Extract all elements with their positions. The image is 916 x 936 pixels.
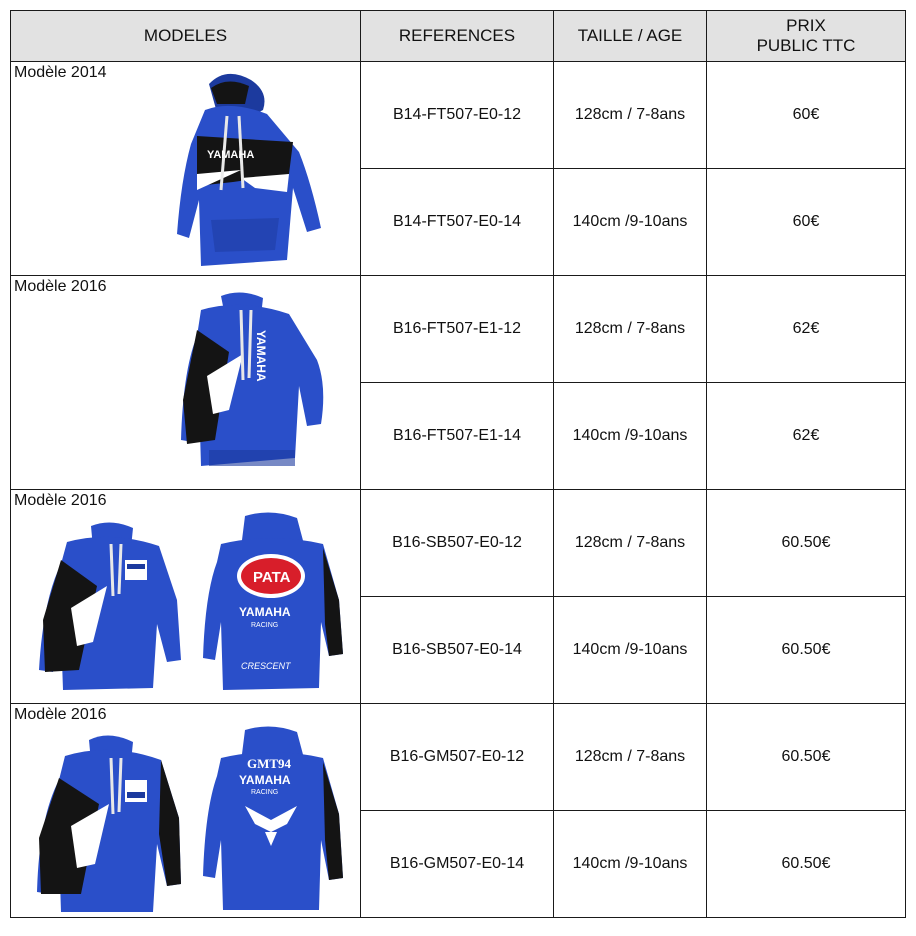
price-cell: 60.50€ <box>707 811 906 918</box>
header-taille-age: TAILLE / AGE <box>554 11 707 62</box>
reference-cell: B16-FT507-E1-12 <box>361 276 554 383</box>
reference-cell: B14-FT507-E0-14 <box>361 169 554 276</box>
size-cell: 128cm / 7-8ans <box>554 490 707 597</box>
size-cell: 140cm /9-10ans <box>554 597 707 704</box>
racing-text: RACING <box>251 622 279 629</box>
model-cell-2014 <box>11 62 361 276</box>
price-cell: 60.50€ <box>707 597 906 704</box>
reference-cell: B16-SB507-E0-14 <box>361 597 554 704</box>
price-cell: 60€ <box>707 169 906 276</box>
header-row <box>11 11 906 62</box>
table-row <box>11 704 906 811</box>
hoodie-logo-text: YAMAHA <box>254 330 268 382</box>
size-cell: 140cm /9-10ans <box>554 383 707 490</box>
model-cell-2016-b <box>11 490 361 704</box>
hoodie-logo-text: YAMAHA <box>239 773 291 787</box>
size-cell: 128cm / 7-8ans <box>554 276 707 383</box>
table-row <box>11 490 906 597</box>
header-modeles: MODELES <box>11 11 361 62</box>
pata-logo-text: PATA <box>253 569 291 586</box>
price-cell: 62€ <box>707 276 906 383</box>
reference-cell: B16-GM507-E0-14 <box>361 811 554 918</box>
header-prix-line1: PRIX <box>786 16 826 35</box>
price-cell: 60.50€ <box>707 704 906 811</box>
reference-cell: B16-SB507-E0-12 <box>361 490 554 597</box>
table-row <box>11 276 906 383</box>
size-cell: 140cm /9-10ans <box>554 169 707 276</box>
header-prix-line2: PUBLIC TTC <box>756 36 856 55</box>
price-table <box>10 10 906 918</box>
reference-cell: B16-FT507-E1-14 <box>361 383 554 490</box>
gmt-logo-text: GMT94 <box>247 756 292 771</box>
model-label: Modèle 2016 <box>14 706 107 723</box>
model-cell-2016-a <box>11 276 361 490</box>
reference-cell: B16-GM507-E0-12 <box>361 704 554 811</box>
racing-text: RACING <box>251 789 279 796</box>
model-label: Modèle 2014 <box>14 64 107 81</box>
model-label: Modèle 2016 <box>14 492 107 509</box>
hoodie-logo-text: YAMAHA <box>207 149 255 161</box>
price-cell: 62€ <box>707 383 906 490</box>
reference-cell: B14-FT507-E0-12 <box>361 62 554 169</box>
header-prix <box>707 11 906 62</box>
size-cell: 128cm / 7-8ans <box>554 704 707 811</box>
hoodie-2016-a-image <box>11 276 358 489</box>
hoodie-logo-text: YAMAHA <box>239 605 291 619</box>
size-cell: 128cm / 7-8ans <box>554 62 707 169</box>
size-cell: 140cm /9-10ans <box>554 811 707 918</box>
hoodie-2014-image <box>11 62 358 275</box>
header-references: REFERENCES <box>361 11 554 62</box>
price-cell: 60€ <box>707 62 906 169</box>
price-cell: 60.50€ <box>707 490 906 597</box>
crescent-text: CRESCENT <box>241 661 291 671</box>
model-label: Modèle 2016 <box>14 278 107 295</box>
table-row <box>11 62 906 169</box>
model-cell-2016-c <box>11 704 361 918</box>
hoodie-2016-b-image <box>11 490 358 703</box>
hoodie-2016-c-image <box>11 704 358 917</box>
